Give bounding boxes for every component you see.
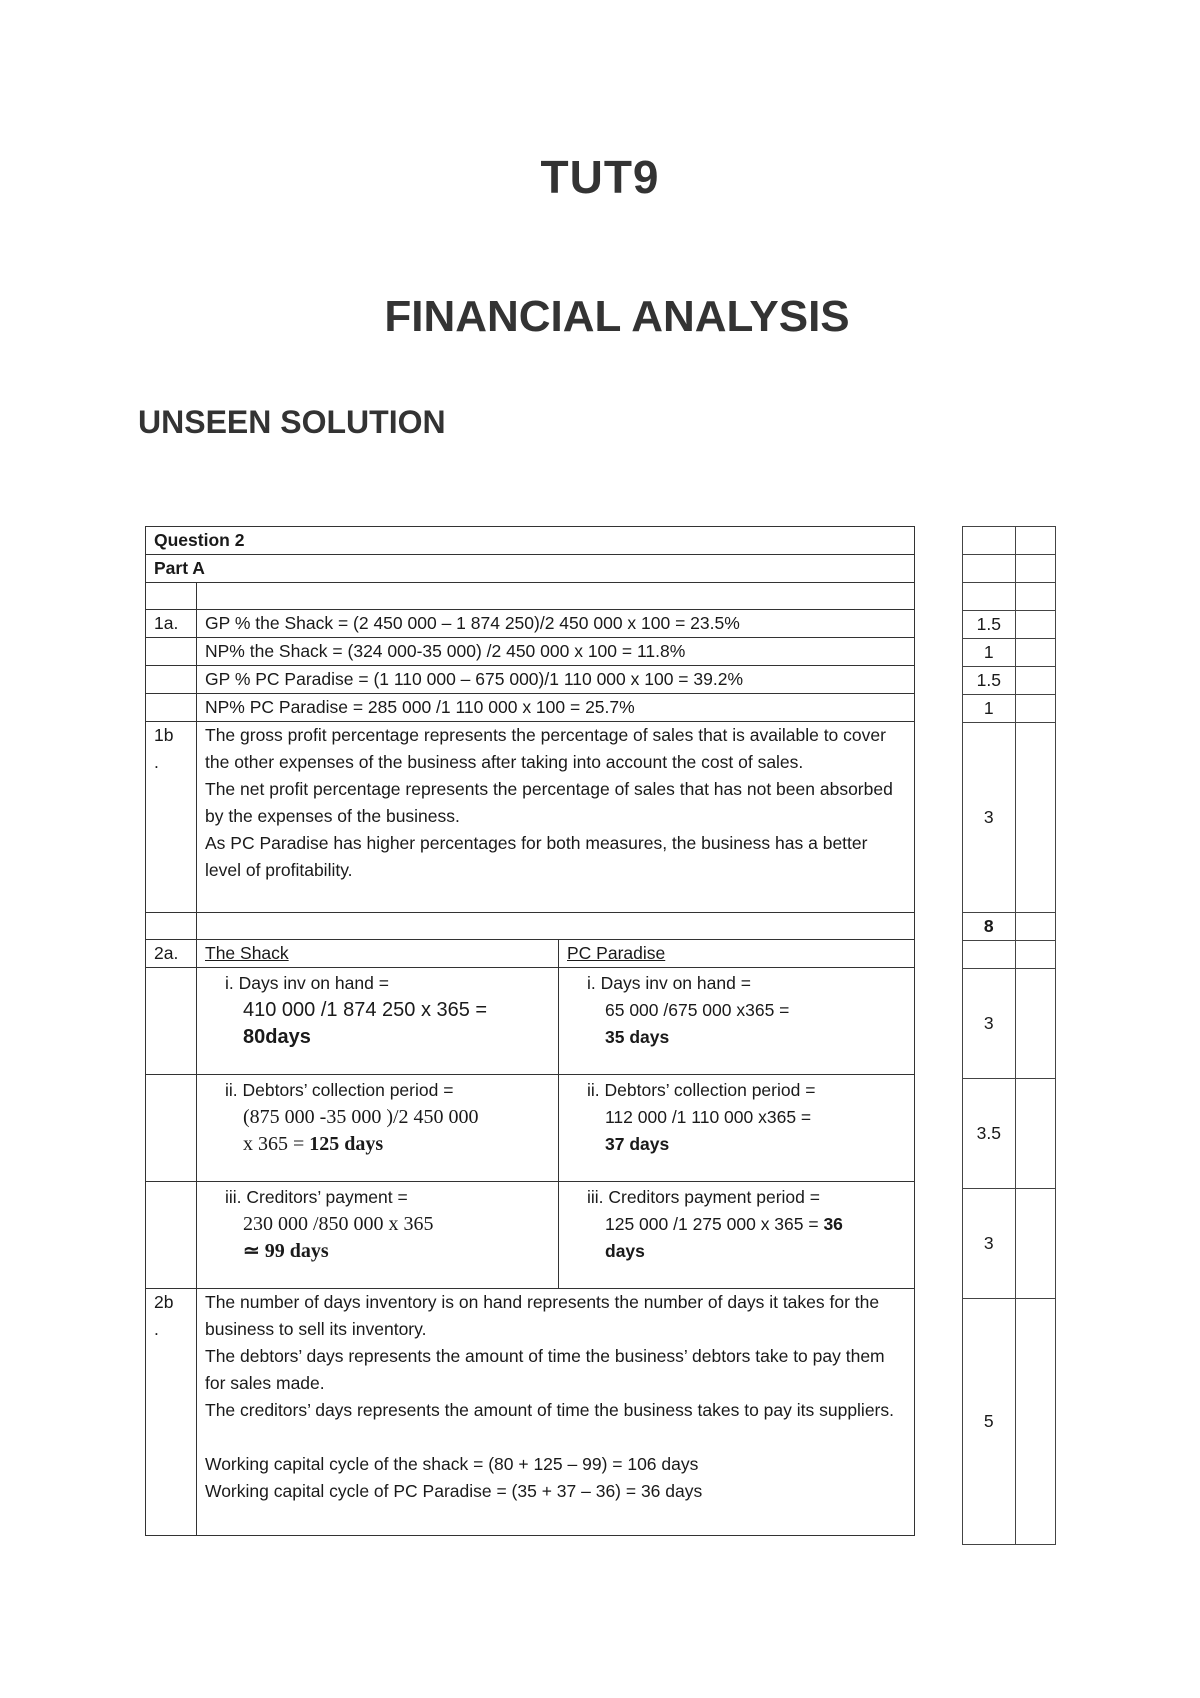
table-row: i. Days inv on hand = 410 000 /1 874 250 x 365 = 80days i. Days inv on hand = 65 000 /675 000 x365 = 35 days: [146, 968, 915, 1075]
document-subtitle: FINANCIAL ANALYSIS: [384, 292, 850, 341]
question-label: Question 2: [146, 527, 915, 555]
wcc-shack: Working capital cycle of the shack = (80 + 125 – 99) = 106 days: [205, 1454, 699, 1474]
table-row: [146, 610, 915, 638]
mark-value: 1: [963, 695, 1016, 723]
mark-value: 5: [963, 1299, 1016, 1545]
mark-value: 1.5: [963, 611, 1016, 639]
empty-cell: [197, 583, 915, 610]
gp-shack-line: GP % the Shack = (2 450 000 – 1 874 250)/2 450 000 x 100 = 23.5%: [197, 610, 915, 638]
mark-value: 3: [963, 1189, 1016, 1299]
table-row: [146, 666, 915, 694]
q1b-paragraph: The net profit percentage represents the percentage of sales that has not been absorbed by the expenses of the business.: [205, 779, 893, 826]
mark-value: 3: [963, 969, 1016, 1079]
q1b-paragraph: The gross profit percentage represents the percentage of sales that is available to cover the other expenses of the business after taking into account the cost of sales.: [205, 725, 886, 772]
question-number: 2a.: [146, 940, 197, 968]
part-label: Part A: [146, 555, 915, 583]
mark-value: 1: [963, 639, 1016, 667]
table-row: 2b . The number of days inventory is on hand represents the number of days it takes for the business to sell its inventory. The debtors’ days represents the amount of time the business’ debtors take to pay them for sales made. The creditors’ days represents the amount of time the business takes to pay its suppliers. Working capital cycle of the shack = (80 + 125 – 99) = 106 days Working capital cycle of PC Paradise = (35 + 37 – 36) = 36 days: [146, 1289, 915, 1536]
gp-pc-line: GP % PC Paradise = (1 110 000 – 675 000)/1 110 000 x 100 = 39.2%: [197, 666, 915, 694]
table-row: 1b . The gross profit percentage represents the percentage of sales that is available to cover the other expenses of the business after taking into account the cost of sales. The net profit percentage represents the percentage of sales that has not been absorbed by the expenses of the business. As PC Paradise has higher percentages for both measures, the business has a better level of profitability.: [146, 722, 915, 913]
table-row: [146, 940, 915, 968]
marks-table: [962, 526, 1056, 1545]
np-shack-line: NP% the Shack = (324 000-35 000) /2 450 000 x 100 = 11.8%: [197, 638, 915, 666]
mark-value: 3: [963, 723, 1016, 913]
mark-value: 3.5: [963, 1079, 1016, 1189]
q1b-paragraph: As PC Paradise has higher percentages for both measures, the business has a better level of profitability.: [205, 833, 868, 880]
col-header-pc: PC Paradise: [567, 943, 666, 963]
table-row: iii. Creditors’ payment = 230 000 /850 000 x 365 ≃ 99 days iii. Creditors payment period = 125 000 /1 275 000 x 365 = 36 days: [146, 1182, 915, 1289]
table-row: [146, 638, 915, 666]
table-row: [146, 694, 915, 722]
wcc-pc: Working capital cycle of PC Paradise = (35 + 37 – 36) = 36 days: [205, 1481, 703, 1501]
np-pc-line: NP% PC Paradise = 285 000 /1 110 000 x 100 = 25.7%: [197, 694, 915, 722]
question-number: 1b: [154, 725, 174, 745]
question-number: 2b: [154, 1292, 174, 1312]
question-number: 1a.: [146, 610, 197, 638]
col-header-shack: The Shack: [205, 943, 289, 963]
section-heading: UNSEEN SOLUTION: [138, 404, 446, 440]
solution-table: [145, 526, 915, 1536]
q2b-paragraph: The creditors’ days represents the amount of time the business takes to pay its suppliers.: [205, 1400, 894, 1420]
mark-value: 1.5: [963, 667, 1016, 695]
q2b-paragraph: The number of days inventory is on hand represents the number of days it takes for the business to sell its inventory.: [205, 1292, 880, 1339]
empty-cell: [146, 583, 197, 610]
document-title: TUT9: [540, 151, 660, 203]
q2b-paragraph: The debtors’ days represents the amount of time the business’ debtors take to pay them for sales made.: [205, 1346, 885, 1393]
table-row: ii. Debtors’ collection period = (875 000 -35 000 )/2 450 000 x 365 = 125 days ii. Debtors’ collection period = 112 000 /1 110 000 x365 = 37 days: [146, 1075, 915, 1182]
mark-subtotal: 8: [963, 913, 1016, 941]
